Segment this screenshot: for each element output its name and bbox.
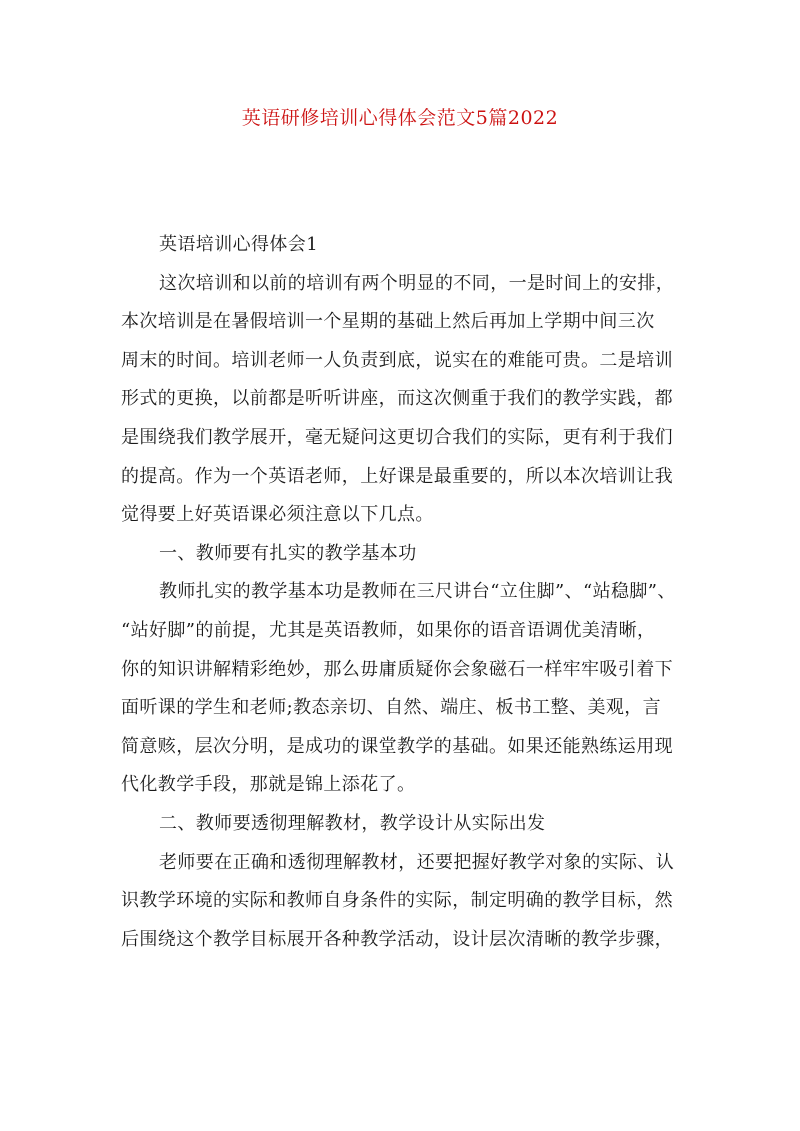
document-title: 英语研修培训心得体会范文5篇2022 — [241, 107, 559, 129]
paragraph-line: 形式的更换，以前都是听听讲座，而这次侧重于我们的教学实践，都 — [121, 388, 673, 410]
paragraph-line: 你的知识讲解精彩绝妙，那么毋庸质疑你会象磁石一样牢牢吸引着下 — [121, 658, 673, 680]
paragraph-line: 是围绕我们教学展开，毫无疑问这更切合我们的实际，更有利于我们 — [121, 426, 673, 448]
paragraph-line: 本次培训是在暑假培训一个星期的基础上然后再加上学期中间三次 — [121, 311, 655, 333]
paragraph-line: 老师要在正确和透彻理解教材，还要把握好教学对象的实际、认 — [159, 851, 675, 873]
paragraph-line: 的提高。作为一个英语老师，上好课是最重要的，所以本次培训让我 — [121, 465, 673, 487]
paragraph-line: 简意赅，层次分明，是成功的课堂教学的基础。如果还能熟练运用现 — [121, 735, 673, 757]
paragraph-line: 周末的时间。培训老师一人负责到底，说实在的难能可贵。二是培训 — [121, 349, 673, 371]
paragraph-line: 觉得要上好英语课必须注意以下几点。 — [121, 504, 434, 526]
paragraph-line: 后围绕这个教学目标展开各种教学活动，设计层次清晰的教学步骤， — [121, 928, 673, 950]
paragraph-line: 这次培训和以前的培训有两个明显的不同，一是时间上的安排， — [159, 272, 675, 294]
paragraph-line: 英语培训心得体会1 — [159, 234, 319, 255]
paragraph-line: 一、教师要有扎实的教学基本功 — [159, 542, 417, 564]
paragraph-line: 二、教师要透彻理解教材，教学设计从实际出发 — [159, 812, 546, 834]
paragraph-line: 面听课的学生和老师;教态亲切、自然、端庄、板书工整、美观，言 — [121, 697, 662, 719]
paragraph-line: 代化教学手段，那就是锦上添花了。 — [121, 774, 416, 796]
paragraph-line: 识教学环境的实际和教师自身条件的实际，制定明确的教学目标，然 — [121, 890, 673, 912]
paragraph-line: 教师扎实的教学基本功是教师在三尺讲台“立住脚”、“站稳脚”、 — [159, 581, 676, 603]
document-body — [121, 230, 691, 963]
paragraph-line: “站好脚”的前提，尤其是英语教师，如果你的语音语调优美清晰， — [121, 619, 656, 641]
